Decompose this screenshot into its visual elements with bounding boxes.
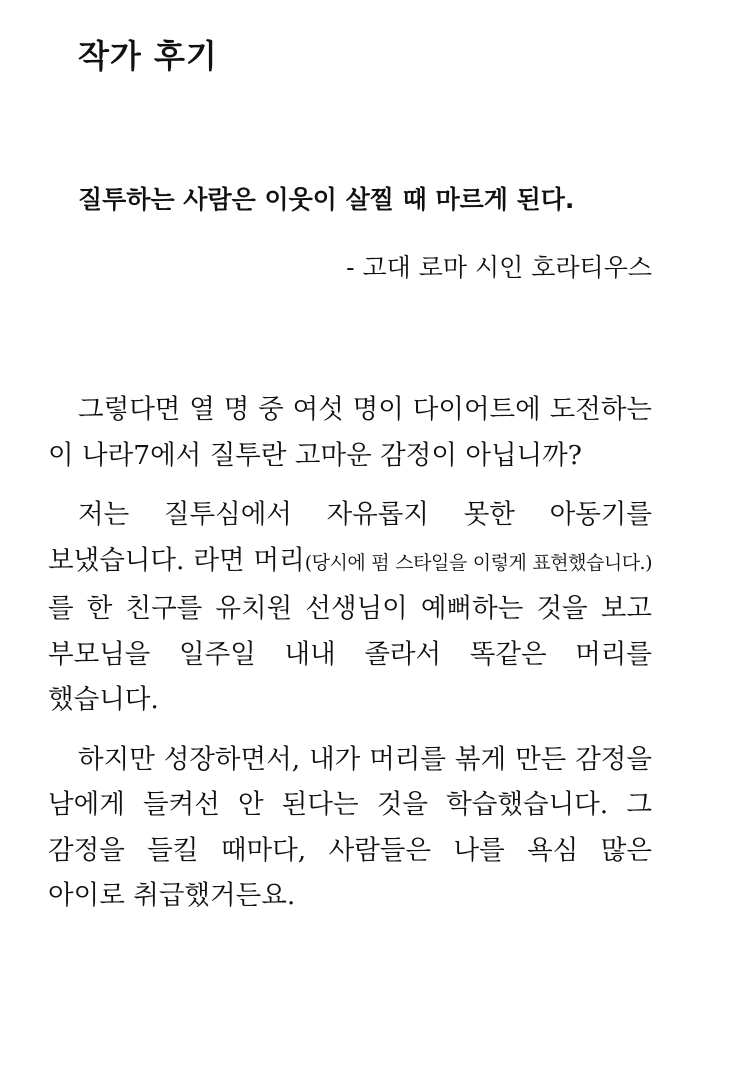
paragraph-2-text-before: 저는 질투심에서 자유롭지 못한 아동기를 보냈습니다. 라면 머리: [48, 499, 652, 576]
paragraph-2-text-after: 를 한 친구를 유치원 선생님이 예뻐하는 것을 보고 부모님을 일주일 내내 졸라서 똑같은 머리를 했습니다.: [48, 593, 652, 715]
paragraph-3: 하지만 성장하면서, 내가 머리를 볶게 만든 감정을 남에게 들켜선 안 된다는 것을 학습했습니다. 그 감정을 들킬 때마다, 사람들은 나를 욕심 많은 아이로 취급했거든요.: [48, 743, 652, 911]
body-text: [48, 387, 652, 933]
paragraph-1: 그렇다면 열 명 중 여섯 명이 다이어트에 도전하는 이 나라7에서 질투란 고마운 감정이 아닙니까?: [48, 394, 652, 471]
paragraph-2: [48, 492, 652, 723]
document-page: [48, 0, 652, 1078]
epigraph-quote: 질투하는 사람은 이웃이 살찔 때 마르게 된다.: [78, 185, 575, 214]
paragraph-2-aside-note: (당시에 펌 스타일을 이렇게 표현했습니다.): [304, 551, 652, 574]
epigraph-attribution: - 고대 로마 시인 호라티우스: [346, 253, 652, 282]
page-title: 작가 후기: [78, 37, 218, 75]
